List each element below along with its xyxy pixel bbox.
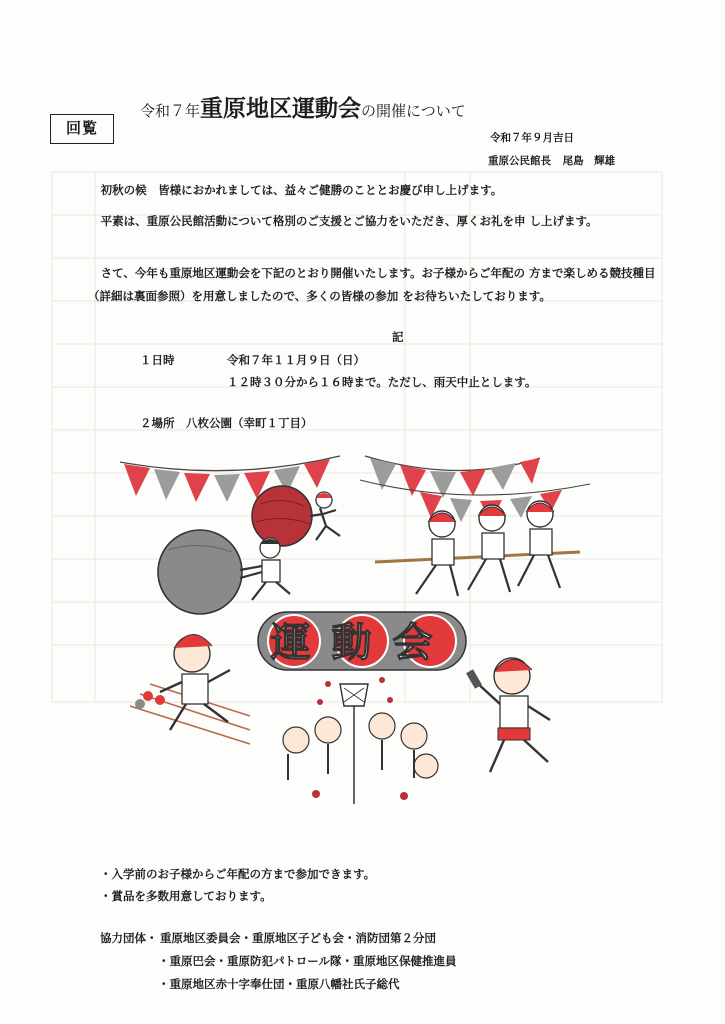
place-label: ２場所 bbox=[140, 416, 175, 430]
date-label: １日時 bbox=[140, 353, 175, 367]
pennant bbox=[520, 458, 540, 484]
gray-ball bbox=[158, 530, 242, 614]
pennant bbox=[124, 464, 150, 496]
notice-title bbox=[140, 90, 466, 123]
cooperation-line-3: ・重原地区赤十字奉仕団・重原八幡社氏子総代 bbox=[158, 977, 400, 991]
tug-kid bbox=[416, 511, 458, 596]
ball-toss-game bbox=[283, 677, 438, 804]
thanks-paragraph: 平素は、重原公民館活動について格別のご支援とご協力をいただき、厚くお礼を申 し上げます。 bbox=[100, 214, 598, 228]
pennant bbox=[214, 474, 240, 502]
track-runner-left bbox=[130, 634, 250, 744]
toss-kid bbox=[315, 717, 341, 743]
sports-day-illustration bbox=[120, 444, 600, 834]
relay-runner-right bbox=[466, 658, 550, 772]
toss-kid bbox=[401, 723, 427, 749]
note-item-eligibility: ・入学前のお子様からご年配の方まで参加できます。 bbox=[100, 867, 376, 881]
pennant bbox=[304, 459, 330, 488]
red-ball bbox=[252, 486, 312, 546]
sender-title: 重原公民館長 bbox=[488, 155, 551, 167]
tug-kid bbox=[468, 505, 510, 592]
ki-heading: 記 bbox=[392, 330, 404, 344]
baton bbox=[466, 669, 482, 689]
bunting-right bbox=[365, 456, 540, 498]
note-item-prizes: ・賞品を多数用意しております。 bbox=[100, 889, 272, 903]
announcement-paragraph: さて、今年も重原地区運動会を下記のとおり開催いたします。お子様からご年配の 方まで楽しめる競技種目（詳細は裏面参照）を用意しましたので、多くの皆様の参加 をお待ちいたしております。 bbox=[88, 266, 656, 303]
pennant bbox=[490, 463, 516, 490]
greeting-paragraph: 初秋の候 皆様におかれましては、益々ご健勝のこととお慶び申し上げます。 bbox=[100, 183, 503, 197]
tug-kid bbox=[518, 501, 560, 588]
date-value: 令和７年１１月９日（日） bbox=[227, 353, 365, 367]
sender-line bbox=[488, 153, 615, 168]
place-value: 八枚公園（幸町１丁目） bbox=[186, 416, 313, 430]
ball-push-kid-2 bbox=[158, 530, 290, 614]
toss-kid bbox=[283, 727, 309, 753]
time-value: １２時３０分から１６時まで。ただし、雨天中止とします。 bbox=[227, 375, 537, 389]
toss-kid bbox=[369, 713, 395, 739]
issue-date: 令和７年９月吉日 bbox=[490, 132, 574, 144]
ball-push-kid-1 bbox=[252, 486, 340, 546]
title-main: 重原地区運動会 bbox=[200, 96, 362, 122]
title-suffix: の開催について bbox=[361, 102, 466, 120]
toss-kid bbox=[414, 754, 438, 778]
circulation-stamp: 回覧 bbox=[50, 114, 114, 144]
tug-of-war-kids bbox=[375, 501, 580, 596]
title-prefix: 令和７年 bbox=[140, 102, 201, 120]
undokai-banner bbox=[258, 612, 466, 670]
cooperation-label: 協力団体・ bbox=[100, 931, 158, 945]
cooperation-line-1: 重原地区委員会・重原地区子ども会・消防団第２分団 bbox=[160, 931, 436, 945]
cooperation-line-2: ・重原巴会・重原防犯パトロール隊・重原地区保健推進員 bbox=[158, 954, 457, 968]
banner-title: 運動会 bbox=[270, 620, 454, 666]
pennant bbox=[154, 469, 180, 500]
bunting-left bbox=[120, 456, 340, 502]
sender-name: 尾島 輝雄 bbox=[562, 155, 616, 167]
pennant bbox=[460, 469, 486, 496]
pennant bbox=[184, 473, 210, 502]
